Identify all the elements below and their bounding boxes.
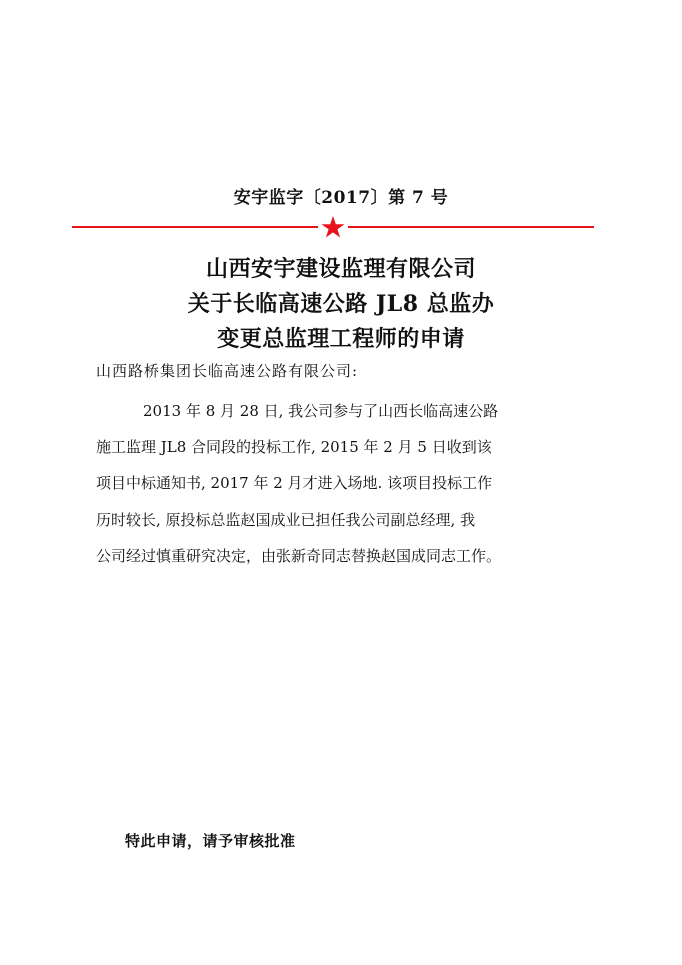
document-number: 安宇监字〔2017〕第 7 号 (233, 188, 449, 208)
red-header-divider (72, 216, 594, 238)
body-line: 2013 年 8 月 28 日, 我公司参与了山西长临高速公路 (143, 402, 499, 420)
title-line-2: 关于长临高速公路 JL8 总监办 (187, 291, 495, 317)
closing-request: 特此申请，请予审核批准 (125, 832, 296, 850)
divider-line-left (72, 226, 318, 228)
body-line: 历时较长, 原投标总监赵国成业已担任我公司副总经理, 我 (96, 511, 476, 529)
title-line-3: 变更总监理工程师的申请 (217, 326, 465, 352)
recipient-line: 山西路桥集团长临高速公路有限公司: (96, 362, 359, 380)
red-star-icon (321, 216, 345, 238)
title-line-1: 山西安宇建设监理有限公司 (205, 256, 476, 282)
body-line: 项目中标通知书, 2017 年 2 月才进入场地. 该项目投标工作 (96, 474, 493, 492)
body-line: 施工监理 JL8 合同段的投标工作, 2015 年 2 月 5 日收到该 (96, 438, 492, 456)
body-line: 公司经过慎重研究决定，由张新奇同志替换赵国成同志工作。 (96, 547, 502, 565)
divider-line-right (348, 226, 594, 228)
